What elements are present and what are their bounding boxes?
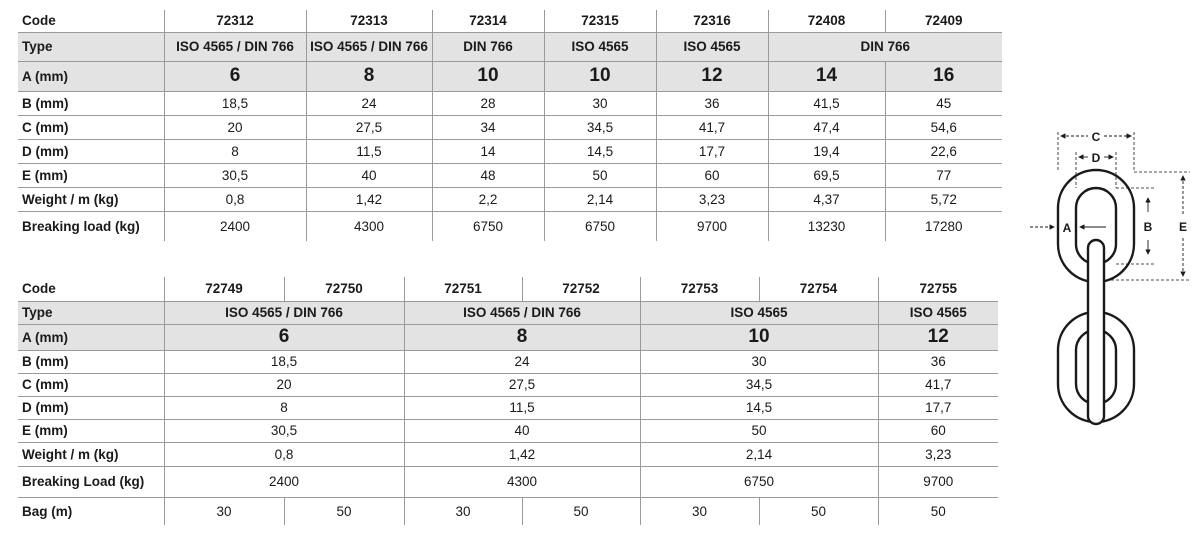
table-row-load [18,466,998,497]
chain-spec-table-1 [18,10,1002,241]
table-row-code [18,277,998,301]
dimension-d-label: D [1091,151,1101,165]
a-cell: 12 [878,324,998,350]
table-row-type [18,301,998,324]
table-row-a [18,324,998,350]
a-cell: 8 [404,324,640,350]
load-cell: 17280 [885,211,1002,241]
chain-spec-table-2 [18,277,998,525]
chain-link-diagram [1028,120,1200,430]
table-row-c [18,373,998,396]
e-cell: 50 [544,163,656,187]
b-cell: 36 [656,91,768,115]
dimension-e-label: E [1178,220,1188,234]
e-cell: 30,5 [164,419,404,442]
type-cell: ISO 4565 [656,32,768,61]
weight-cell: 3,23 [878,442,998,466]
type-cell: ISO 4565 [878,301,998,324]
b-cell: 18,5 [164,91,306,115]
a-cell: 8 [306,61,432,91]
row-label-weight: Weight / m (kg) [18,187,164,211]
b-cell: 41,5 [768,91,885,115]
row-label-b: B (mm) [18,350,164,373]
c-cell: 41,7 [878,373,998,396]
c-cell: 20 [164,115,306,139]
code-cell: 72755 [878,277,998,301]
row-label-load: Breaking load (kg) [22,218,140,234]
b-cell: 18,5 [164,350,404,373]
d-cell: 17,7 [656,139,768,163]
table-row-e [18,163,1002,187]
e-cell: 30,5 [164,163,306,187]
dimension-c-label: C [1091,130,1101,144]
load-cell: 6750 [640,466,878,497]
code-cell: 72751 [404,277,522,301]
table-row-a [18,61,1002,91]
table-row-b [18,350,998,373]
c-cell: 54,6 [885,115,1002,139]
bag-cell: 50 [878,497,998,525]
table-row-c [18,115,1002,139]
a-cell: 6 [164,61,306,91]
row-label-a: A (mm) [18,324,164,350]
table-row-type [18,32,1002,61]
d-cell: 19,4 [768,139,885,163]
code-cell: 72312 [164,10,306,32]
code-cell: 72315 [544,10,656,32]
a-cell: 10 [432,61,544,91]
weight-cell: 4,37 [768,187,885,211]
a-cell: 16 [885,61,1002,91]
code-cell: 72313 [306,10,432,32]
d-cell: 11,5 [306,139,432,163]
bag-cell: 50 [284,497,404,525]
d-cell: 22,6 [885,139,1002,163]
load-cell: 2400 [164,466,404,497]
load-cell: 2400 [164,211,306,241]
b-cell: 45 [885,91,1002,115]
d-cell: 8 [164,139,306,163]
row-label-load: Breaking Load (kg) [18,466,164,497]
b-cell: 28 [432,91,544,115]
bag-cell: 30 [404,497,522,525]
e-cell: 69,5 [768,163,885,187]
row-label-d: D (mm) [18,396,164,419]
bag-cell: 30 [640,497,759,525]
d-cell: 14 [432,139,544,163]
b-cell: 30 [544,91,656,115]
bag-cell: 50 [759,497,878,525]
c-cell: 20 [164,373,404,396]
type-cell: DIN 766 [768,32,1002,61]
load-cell: 9700 [656,211,768,241]
code-cell: 72752 [522,277,640,301]
load-cell: 6750 [544,211,656,241]
type-cell: DIN 766 [432,32,544,61]
b-cell: 30 [640,350,878,373]
c-cell: 27,5 [306,115,432,139]
code-cell: 72316 [656,10,768,32]
type-cell: ISO 4565 / DIN 766 [404,301,640,324]
table-row-weight [18,442,998,466]
type-cell: ISO 4565 / DIN 766 [306,32,432,61]
chain-link-middle [1088,240,1104,424]
c-cell: 47,4 [768,115,885,139]
load-cell: 13230 [768,211,885,241]
weight-cell: 2,2 [432,187,544,211]
row-label-d: D (mm) [18,139,164,163]
code-cell: 72753 [640,277,759,301]
dimension-b-label: B [1143,220,1153,234]
bag-cell: 30 [164,497,284,525]
e-cell: 40 [306,163,432,187]
weight-cell: 2,14 [544,187,656,211]
type-cell: ISO 4565 / DIN 766 [164,301,404,324]
c-cell: 34,5 [640,373,878,396]
e-cell: 60 [878,419,998,442]
code-cell: 72408 [768,10,885,32]
c-cell: 41,7 [656,115,768,139]
table-row-weight [18,187,1002,211]
weight-cell: 1,42 [306,187,432,211]
d-cell: 8 [164,396,404,419]
table-row-load [18,211,1002,241]
e-cell: 60 [656,163,768,187]
b-cell: 24 [306,91,432,115]
a-cell: 6 [164,324,404,350]
row-label-weight: Weight / m (kg) [18,442,164,466]
table-row-d [18,139,1002,163]
e-cell: 40 [404,419,640,442]
row-label-type: Type [18,301,164,324]
row-label-code: Code [18,277,164,301]
row-label-c: C (mm) [18,115,164,139]
type-cell: ISO 4565 [544,32,656,61]
table-row-d [18,396,998,419]
row-label-code: Code [18,10,164,32]
e-cell: 48 [432,163,544,187]
row-label-type: Type [18,32,164,61]
d-cell: 17,7 [878,396,998,419]
weight-cell: 5,72 [885,187,1002,211]
table-row-b [18,91,1002,115]
code-cell: 72409 [885,10,1002,32]
row-label-b: B (mm) [18,91,164,115]
load-cell: 4300 [306,211,432,241]
weight-cell: 0,8 [164,442,404,466]
dimension-a-label: A [1062,221,1072,235]
weight-cell: 3,23 [656,187,768,211]
d-cell: 11,5 [404,396,640,419]
type-cell: ISO 4565 [640,301,878,324]
type-cell: ISO 4565 / DIN 766 [164,32,306,61]
c-cell: 34 [432,115,544,139]
table-row-code [18,10,1002,32]
row-label-e: E (mm) [18,163,164,187]
e-cell: 50 [640,419,878,442]
code-cell: 72749 [164,277,284,301]
a-cell: 12 [656,61,768,91]
weight-cell: 0,8 [164,187,306,211]
row-label-a: A (mm) [18,61,164,91]
e-cell: 77 [885,163,1002,187]
table-row-e [18,419,998,442]
b-cell: 24 [404,350,640,373]
code-cell: 72754 [759,277,878,301]
load-cell: 4300 [404,466,640,497]
row-label-bag: Bag (m) [22,503,73,519]
a-cell: 14 [768,61,885,91]
weight-cell: 2,14 [640,442,878,466]
d-cell: 14,5 [640,396,878,419]
code-cell: 72750 [284,277,404,301]
code-cell: 72314 [432,10,544,32]
row-label-e: E (mm) [18,419,164,442]
a-cell: 10 [640,324,878,350]
row-label-c: C (mm) [18,373,164,396]
load-cell: 6750 [432,211,544,241]
c-cell: 27,5 [404,373,640,396]
dimension-a [1030,221,1106,235]
a-cell: 10 [544,61,656,91]
table-row-bag [18,497,998,525]
load-cell: 9700 [878,466,998,497]
d-cell: 14,5 [544,139,656,163]
bag-cell: 50 [522,497,640,525]
c-cell: 34,5 [544,115,656,139]
b-cell: 36 [878,350,998,373]
weight-cell: 1,42 [404,442,640,466]
dimension-b [1116,188,1156,264]
